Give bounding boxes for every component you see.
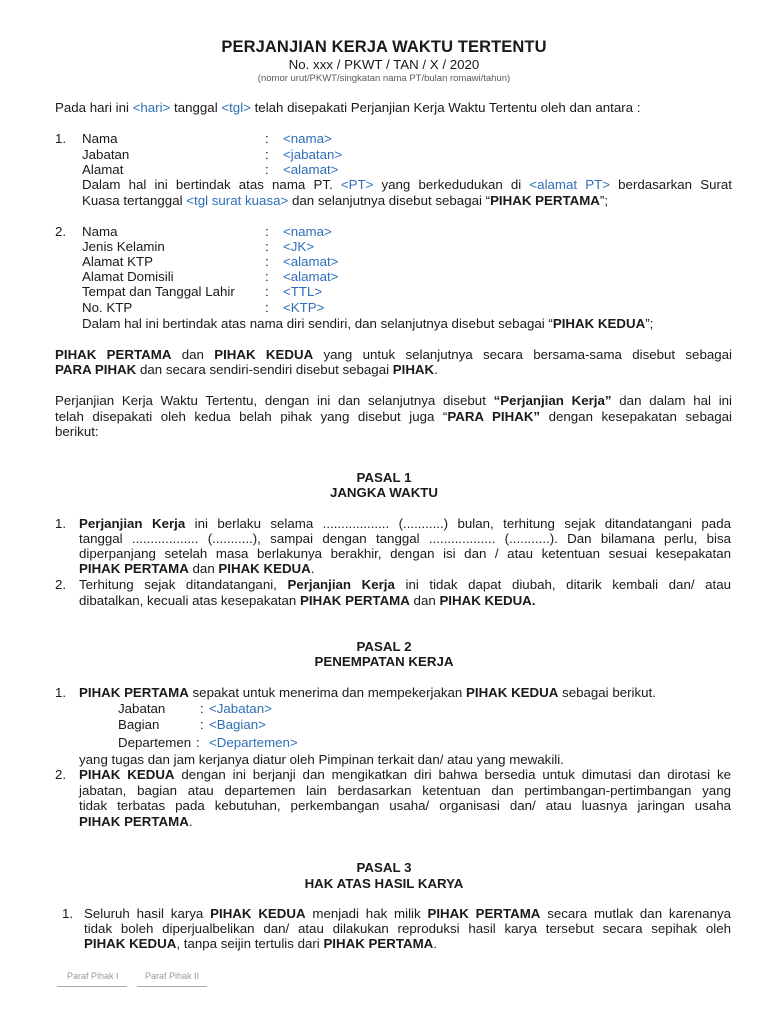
list-number: 2. <box>55 577 67 592</box>
field-label: Bagian <box>118 717 160 732</box>
field-label: Alamat Domisili <box>82 269 174 284</box>
field-label: Alamat <box>82 162 124 177</box>
paraf-pihak-2-line <box>137 986 207 987</box>
field-label: Tempat dan Tanggal Lahir <box>82 284 235 299</box>
field-value: <nama> <box>283 131 332 146</box>
field-label: Alamat KTP <box>82 254 153 269</box>
document-number-note: (nomor urut/PKWT/singkatan nama PT/bulan romawi/tahun) <box>257 73 511 84</box>
field-value: <Departemen> <box>209 735 298 750</box>
pasal-1-title: PASAL 1 <box>356 470 412 485</box>
field-value: <alamat> <box>283 269 339 284</box>
pasal-3-item-1-line: Seluruh hasil karya PIHAK KEDUA menjadi hak milik PIHAK PERTAMA secara mutlak dan karenanya <box>84 906 732 921</box>
list-number: 1. <box>62 906 74 921</box>
party-one-description-line: Kuasa tertanggal <tgl surat kuasa> dan selanjutnya disebut sebagai “PIHAK PERTAMA”; <box>82 193 609 208</box>
paraf-pihak-1-label: Paraf Pihak I <box>67 971 119 981</box>
para-pihak-line: PIHAK PERTAMA dan PIHAK KEDUA yang untuk selanjutnya secara bersama-sama disebut sebagai <box>55 347 732 362</box>
pasal-3-subtitle: HAK ATAS HASIL KARYA <box>304 876 464 891</box>
field-value: <alamat> <box>283 162 339 177</box>
opening-line: Pada hari ini <hari> tanggal <tgl> telah disepakati Perjanjian Kerja Waktu Tertentu oleh dan antara : <box>55 100 641 115</box>
party-one: 1. Nama : <nama> Jabatan : <jabatan> Alamat : <alamat> Dalam hal ini bertindak atas nama PT. <PT> yang berkedudukan di <alamat PT> berdasarkan Surat Kuasa tertanggal <tgl surat kuasa> dan selanjutnya disebut sebagai “PIHAK PERTAMA”; <box>55 131 732 208</box>
para-pihak-line: PARA PIHAK dan secara sendiri-sendiri disebut sebagai PIHAK. <box>55 362 438 377</box>
field-label: No. KTP <box>82 300 133 315</box>
pasal-2-item-1-line: PIHAK PERTAMA sepakat untuk menerima dan mempekerjakan PIHAK KEDUA sebagai berikut. <box>79 685 656 700</box>
field-value: <TTL> <box>283 284 323 299</box>
pasal-2-item-2-line: PIHAK KEDUA dengan ini berjanji dan mengikatkan diri bahwa bersedia untuk dimutasi dan dirotasi ke <box>79 767 731 782</box>
field-label: Nama <box>82 224 118 239</box>
field-label: Jenis Kelamin <box>82 239 165 254</box>
pasal-1-item-1-line: Perjanjian Kerja ini berlaku selama .................. (...........) bulan, terhitung sejak ditandatangani pada <box>79 516 731 531</box>
pasal-2-subtitle: PENEMPATAN KERJA <box>314 654 454 669</box>
pasal-1-item-1-line: PIHAK PERTAMA dan PIHAK KEDUA. <box>79 561 315 576</box>
field-value: <alamat> <box>283 254 339 269</box>
field-value: <JK> <box>283 239 315 254</box>
pasal-3-title: PASAL 3 <box>356 860 412 875</box>
pasal-3-item-1-line: PIHAK KEDUA, tanpa seijin tertulis dari PIHAK PERTAMA. <box>84 936 437 951</box>
list-number: 2. <box>55 767 67 782</box>
field-label: Departemen <box>118 735 192 750</box>
field-value: <nama> <box>283 224 332 239</box>
pasal-1-item-1-line: diperpanjang setelah masa berlakunya berakhir, dengan isi dan / atau ketentuan sesuai kesepakatan <box>79 546 731 561</box>
party-one-number: 1. <box>55 131 67 146</box>
field-label: Jabatan <box>82 147 130 162</box>
placeholder-hari: <hari> <box>132 100 171 115</box>
party-one-description-line: Dalam hal ini bertindak atas nama PT. <PT> yang berkedudukan di <alamat PT> berdasarkan Surat <box>82 177 732 192</box>
party-two-description-line: Dalam hal ini bertindak atas nama diri sendiri, dan selanjutnya disebut sebagai “PIHAK KEDUA”; <box>82 316 654 331</box>
document-page: PERJANJIAN KERJA WAKTU TERTENTU No. xxx / PKWT / TAN / X / 2020 (nomor urut/PKWT/singkatan nama PT/bulan romawi/tahun) Pada hari ini <hari> tanggal <tgl> telah disepakati Perjanjian Kerja Waktu Tertentu oleh dan antara : 1. Nama : <nama> Jabatan : <jabatan> Alamat : <alamat> Dalam hal ini bertindak atas nama PT. <PT> yang berkedudukan di <alamat PT> berdasarkan Surat Kuasa tertanggal <tgl surat kuasa> dan selanjutnya disebut sebagai “PIHAK PERTAMA”; 2. Nama : <nama> Jenis Kelamin : <JK> Alamat KTP : <alamat> Alamat Domisili : <alamat> Tempat dan Tanggal Lahir : <TTL> No. KTP : <KTP> Dalam hal ini bertindak atas nama diri sendiri, dan selanjutnya disebut sebagai “PIHAK KEDUA”; PIHAK PERTAMA dan PIHAK KEDUA yang untuk selanjutnya secara bersama-sama disebut sebagai PARA PIHAK dan secara sendiri-sendiri disebut sebagai PIHAK. Perjanjian Kerja Waktu Tertentu, dengan ini dan selanjutnya disebut “Perjanjian Kerja” dan dalam hal ini telah disepakati oleh kedua belah pihak yang disebut juga “PARA PIHAK” dengan kesepakatan sebagai berikut: PASAL 1 JANGKA WAKTU 1. Perjanjian Kerja ini berlaku selama .................. (...........) bulan, terhitung sejak ditandatangani pada tanggal .................. (...........), sampai dengan tanggal .................. (...........). Dan bilamana perlu, bisa diperpanjang setelah masa berlakunya berakhir, dengan isi dan / atau ketentuan sesuai kesepakatan PIHAK PERTAMA dan PIHAK KEDUA. 2. Terhitung sejak ditandatangani, Perjanjian Kerja ini tidak dapat diubah, ditarik kembali dan/ atau dibatalkan, kecuali atas kesepakatan PIHAK PERTAMA dan PIHAK KEDUA. PASAL 2 PENEMPATAN KERJA 1. PIHAK PERTAMA sepakat untuk menerima dan mempekerjakan PIHAK KEDUA sebagai berikut. Jabatan : <Jabatan> Bagian : <Bagian> Departemen : <Departemen> yang tugas dan jam kerjanya diatur oleh Pimpinan terkait dan/ atau yang mewakili. 2. PIHAK KEDUA dengan ini berjanji dan mengikatkan diri bahwa bersedia untuk dimutasi dan dirotasi ke jabatan, bagian atau departemen lain berdasarkan ketentuan dan pertimbangan-pertimbangan yang tidak terbatas pada kebutuhan, perkembangan usaha/ organisasi dan/ atau luasnya jaringan usaha PIHAK PERTAMA. PASAL 3 HAK ATAS HASIL KARYA 1. Seluruh hasil karya PIHAK KEDUA menjadi hak milik PIHAK PERTAMA secara mutlak dan karenanya tidak boleh diperjualbelikan dan/ atau dilakukan reproduksi hasil karya tersebut secara sepihak oleh PIHAK KEDUA, tanpa seijin tertulis dari PIHAK PERTAMA. Paraf Pihak I Paraf Pihak II <box>0 0 768 1024</box>
field-value: <Bagian> <box>209 717 266 732</box>
pasal-1-subtitle: JANGKA WAKTU <box>329 485 439 500</box>
field-label: Jabatan <box>118 701 166 716</box>
paraf-pihak-1-line <box>57 986 127 987</box>
paraf-pihak-2-label: Paraf Pihak II <box>145 971 200 981</box>
list-number: 1. <box>55 685 67 700</box>
document-number: No. xxx / PKWT / TAN / X / 2020 <box>288 57 480 72</box>
pasal-2-item-2-line: PIHAK PERTAMA. <box>79 814 193 829</box>
pasal-2-item-2-line: tidak terbatas pada kebutuhan, perkembangan usaha/ organisasi dan/ atau luasnya jaringan usaha <box>79 798 731 813</box>
pasal-1-item-2-line: dibatalkan, kecuali atas kesepakatan PIHAK PERTAMA dan PIHAK KEDUA. <box>79 593 536 608</box>
placeholder-tgl: <tgl> <box>221 100 251 115</box>
pasal-1-item-1-line: tanggal .................. (...........), sampai dengan tanggal .................. (...........). Dan bilamana perlu, bisa <box>79 531 731 546</box>
field-value: <KTP> <box>283 300 325 315</box>
intro-line: Perjanjian Kerja Waktu Tertentu, dengan ini dan selanjutnya disebut “Perjanjian Kerja” dan dalam hal ini <box>55 393 732 408</box>
party-two: 2. Nama : <nama> Jenis Kelamin : <JK> Alamat KTP : <alamat> Alamat Domisili : <alamat> Tempat dan Tanggal Lahir : <TTL> No. KTP : <KTP> Dalam hal ini bertindak atas nama diri sendiri, dan selanjutnya disebut sebagai “PIHAK KEDUA”; <box>55 224 654 331</box>
intro-line: telah disepakati oleh kedua belah pihak yang disebut juga “PARA PIHAK” dengan kesepakatan sebagai <box>55 409 732 424</box>
pasal-2-item-2-line: jabatan, bagian atau departemen lain berdasarkan ketentuan dan pertimbangan-pertimbangan yang <box>79 783 731 798</box>
pasal-2-title: PASAL 2 <box>356 639 412 654</box>
field-label: Nama <box>82 131 118 146</box>
pasal-3-item-1-line: tidak boleh diperjualbelikan dan/ atau dilakukan reproduksi hasil karya tersebut secara sepihak oleh <box>84 921 731 936</box>
field-value: <Jabatan> <box>209 701 272 716</box>
field-value: <jabatan> <box>283 147 343 162</box>
pasal-1-item-2-line: Terhitung sejak ditandatangani, Perjanjian Kerja ini tidak dapat diubah, ditarik kembali dan/ atau <box>79 577 732 592</box>
pasal-2-item-1-line: yang tugas dan jam kerjanya diatur oleh Pimpinan terkait dan/ atau yang mewakili. <box>79 752 564 767</box>
party-two-number: 2. <box>55 224 67 239</box>
list-number: 1. <box>55 516 67 531</box>
document-title: PERJANJIAN KERJA WAKTU TERTENTU <box>221 38 547 56</box>
intro-line: berikut: <box>55 424 99 439</box>
